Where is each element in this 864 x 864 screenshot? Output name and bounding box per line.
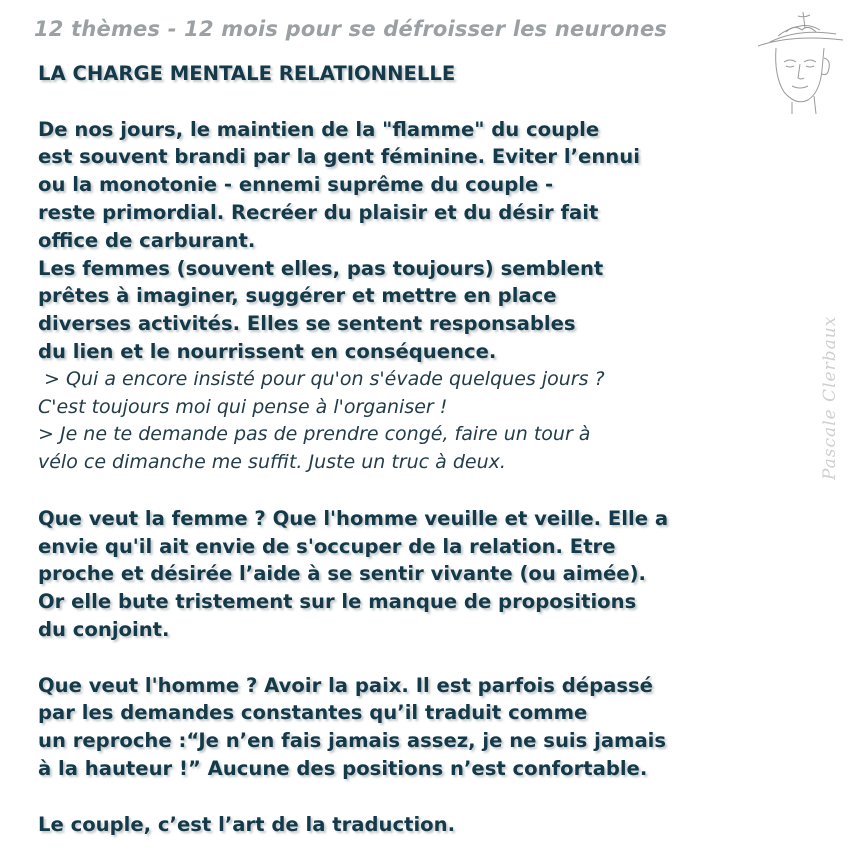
quote-line: > Je ne te demande pas de prendre congé, faire un tour à: [38, 423, 591, 446]
quote-line: C'est toujours moi qui pense à l'organiser !: [38, 395, 448, 418]
paragraph-line: du conjoint.: [38, 617, 170, 641]
quote-line: > Qui a encore insisté pour qu'on s'évade quelques jours ?: [38, 367, 605, 390]
paragraph-line: Que veut la femme ? Que l'homme veuille et veille. Elle a: [38, 506, 669, 530]
paragraph-line: un reproche :“Je n’en fais jamais assez, je ne suis jamais: [38, 729, 667, 753]
article-body: [38, 60, 838, 838]
paragraph-line: Or elle bute tristement sur le manque de propositions: [38, 590, 637, 614]
article-title: LA CHARGE MENTALE RELATIONNELLE: [38, 62, 456, 85]
paragraph-line: ou la monotonie - ennemi suprême du couple -: [38, 173, 554, 197]
paragraph-line: reste primordial. Recréer du plaisir et du désir fait: [38, 200, 599, 224]
paragraph-line: office de carburant.: [38, 228, 256, 252]
paragraph-line: envie qu'il ait envie de s'occuper de la relation. Etre: [38, 534, 616, 558]
paragraph-line: par les demandes constantes qu’il traduit comme: [38, 701, 588, 725]
author-signature: Pascale Clerbaux: [820, 315, 840, 480]
paragraph-line: diverses activités. Elles se sentent responsables: [38, 312, 576, 336]
paragraph-line: est souvent brandi par la gent féminine. Eviter l’ennui: [38, 145, 640, 169]
paragraph-line: Que veut l'homme ? Avoir la paix. Il est parfois dépassé: [38, 673, 653, 697]
page-header-title: 12 thèmes - 12 mois pour se défroisser les neurones: [34, 17, 668, 41]
paragraph-line: Les femmes (souvent elles, pas toujours) semblent: [38, 256, 604, 280]
paragraph-line: prêtes à imaginer, suggérer et mettre en place: [38, 284, 557, 308]
paragraph-line: De nos jours, le maintien de la "flamme" du couple: [38, 117, 600, 141]
conclusion-line: Le couple, c’est l’art de la traduction.: [38, 812, 456, 836]
paragraph-line: du lien et le nourrissent en conséquence.: [38, 339, 497, 363]
quote-line: vélo ce dimanche me suffit. Juste un truc à deux.: [38, 451, 506, 474]
paragraph-line: proche et désirée l’aide à se sentir vivante (ou aimée).: [38, 562, 646, 586]
paragraph-line: à la hauteur !” Aucune des positions n’est confortable.: [38, 756, 648, 780]
